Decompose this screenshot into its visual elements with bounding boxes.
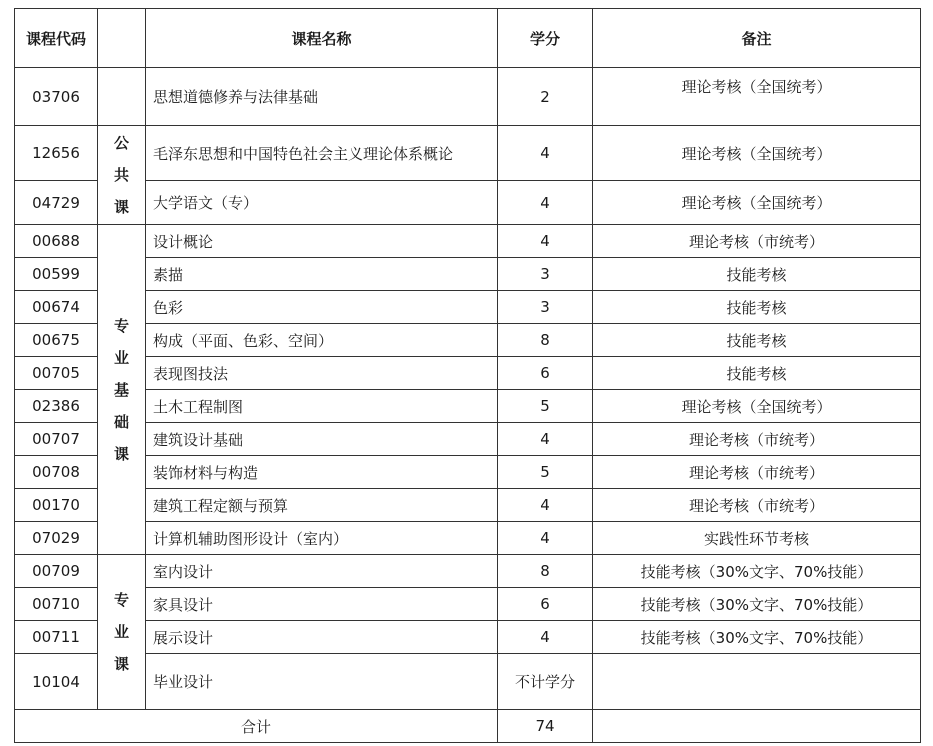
course-note: 理论考核（全国统考） [593, 181, 921, 225]
category-char: 课 [113, 198, 129, 216]
course-note: 理论考核（市统考） [593, 423, 921, 456]
course-name: 建筑工程定额与预算 [146, 489, 498, 522]
course-note: 理论考核（全国统考） [593, 126, 921, 181]
category-empty [98, 68, 146, 126]
table-row [15, 588, 921, 621]
table-row [15, 181, 921, 225]
course-note: 理论考核（市统考） [593, 489, 921, 522]
course-code: 00688 [15, 225, 98, 258]
category-basic [98, 225, 146, 555]
table-row [15, 68, 921, 126]
course-name: 家具设计 [146, 588, 498, 621]
course-name: 建筑设计基础 [146, 423, 498, 456]
course-code: 00711 [15, 621, 98, 654]
course-credit: 4 [498, 423, 593, 456]
course-name: 构成（平面、色彩、空间） [146, 324, 498, 357]
course-name: 素描 [146, 258, 498, 291]
category-char: 础 [113, 412, 129, 431]
course-credit: 4 [498, 489, 593, 522]
category-major [98, 555, 146, 710]
course-note [593, 654, 921, 710]
course-credit: 4 [498, 621, 593, 654]
total-label: 合计 [15, 710, 498, 743]
table-row [15, 390, 921, 423]
course-name: 装饰材料与构造 [146, 456, 498, 489]
course-name: 毛泽东思想和中国特色社会主义理论体系概论 [146, 126, 498, 181]
course-name: 表现图技法 [146, 357, 498, 390]
course-note: 理论考核（全国统考） [593, 68, 921, 126]
course-table [14, 8, 921, 743]
table-row [15, 489, 921, 522]
total-row [15, 710, 921, 743]
course-credit: 4 [498, 225, 593, 258]
course-credit: 3 [498, 258, 593, 291]
table-row [15, 324, 921, 357]
course-code: 02386 [15, 390, 98, 423]
header-credit: 学分 [498, 9, 593, 68]
total-credit: 74 [498, 710, 593, 743]
course-credit: 4 [498, 522, 593, 555]
table-row [15, 423, 921, 456]
course-credit: 3 [498, 291, 593, 324]
category-char: 课 [113, 444, 129, 463]
course-code: 00599 [15, 258, 98, 291]
course-credit: 6 [498, 588, 593, 621]
course-code: 10104 [15, 654, 98, 710]
course-name: 土木工程制图 [146, 390, 498, 423]
course-credit: 5 [498, 390, 593, 423]
table-row [15, 654, 921, 710]
course-credit: 4 [498, 126, 593, 181]
course-note: 技能考核 [593, 258, 921, 291]
course-code: 12656 [15, 126, 98, 181]
table-row [15, 522, 921, 555]
category-char: 共 [113, 166, 129, 184]
header-name: 课程名称 [146, 9, 498, 68]
course-code: 04729 [15, 181, 98, 225]
category-char: 业 [113, 623, 129, 641]
course-note: 技能考核（30%文字、70%技能） [593, 621, 921, 654]
course-note: 技能考核 [593, 291, 921, 324]
table-row [15, 258, 921, 291]
course-code: 00674 [15, 291, 98, 324]
course-note: 实践性环节考核 [593, 522, 921, 555]
header-note: 备注 [593, 9, 921, 68]
total-note [593, 710, 921, 743]
category-char: 课 [113, 655, 129, 673]
course-note: 技能考核（30%文字、70%技能） [593, 555, 921, 588]
course-credit: 2 [498, 68, 593, 126]
course-credit: 8 [498, 324, 593, 357]
course-code: 00675 [15, 324, 98, 357]
course-credit: 不计学分 [498, 654, 593, 710]
course-note: 技能考核 [593, 324, 921, 357]
category-char: 公 [113, 134, 129, 152]
course-name: 色彩 [146, 291, 498, 324]
course-code: 00170 [15, 489, 98, 522]
table-row [15, 555, 921, 588]
course-code: 00709 [15, 555, 98, 588]
course-note: 理论考核（市统考） [593, 225, 921, 258]
table-header [15, 9, 921, 68]
course-code: 07029 [15, 522, 98, 555]
header-category [98, 9, 146, 68]
course-note: 技能考核 [593, 357, 921, 390]
course-note: 理论考核（全国统考） [593, 390, 921, 423]
course-code: 00710 [15, 588, 98, 621]
course-name: 室内设计 [146, 555, 498, 588]
course-note: 理论考核（市统考） [593, 456, 921, 489]
course-code: 00708 [15, 456, 98, 489]
course-code: 00705 [15, 357, 98, 390]
table-row [15, 456, 921, 489]
category-char: 业 [113, 348, 129, 367]
course-credit: 8 [498, 555, 593, 588]
course-name: 计算机辅助图形设计（室内） [146, 522, 498, 555]
course-name: 毕业设计 [146, 654, 498, 710]
course-credit: 5 [498, 456, 593, 489]
course-credit: 4 [498, 181, 593, 225]
course-credit: 6 [498, 357, 593, 390]
course-name: 大学语文（专） [146, 181, 498, 225]
category-char: 专 [113, 591, 129, 609]
table-row [15, 291, 921, 324]
header-code: 课程代码 [15, 9, 98, 68]
course-name: 设计概论 [146, 225, 498, 258]
table-row [15, 357, 921, 390]
table-row [15, 126, 921, 181]
course-name: 展示设计 [146, 621, 498, 654]
table-row [15, 225, 921, 258]
course-code: 03706 [15, 68, 98, 126]
table-row [15, 621, 921, 654]
course-code: 00707 [15, 423, 98, 456]
category-char: 专 [113, 316, 129, 335]
category-public [98, 126, 146, 225]
course-note: 技能考核（30%文字、70%技能） [593, 588, 921, 621]
category-char: 基 [113, 380, 129, 399]
course-name: 思想道德修养与法律基础 [146, 68, 498, 126]
